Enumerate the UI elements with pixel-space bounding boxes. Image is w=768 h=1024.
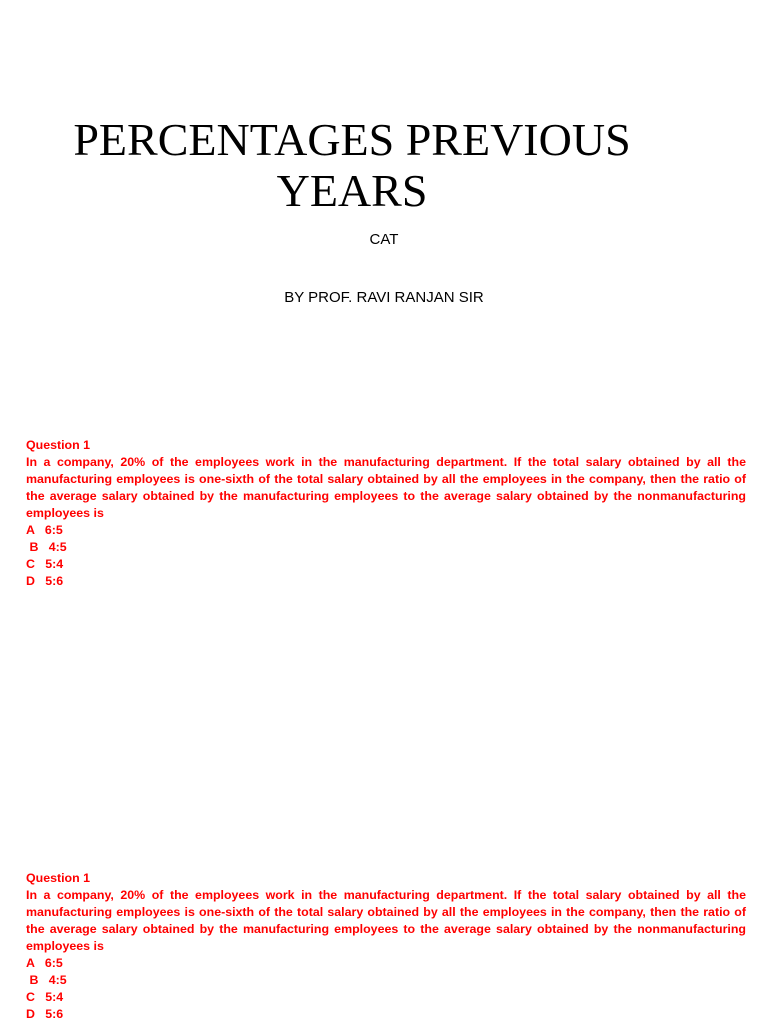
question-text: In a company, 20% of the employees work in the manufacturing department. If the total salary obtained by all the manufacturing employees is one-sixth of the total salary obtained by all the employees in the company, then the ratio of the average salary obtained by the manufacturing employees to the average salary obtained by the nonmanufacturing employees is [26,455,746,520]
exam-name: CAT [369,231,399,248]
page-title [0,114,704,216]
option-d: D 5:6 [26,574,64,588]
title-line-1: PERCENTAGES PREVIOUS [73,114,631,165]
question-block [26,437,746,590]
question-heading: Question 1 [26,438,91,452]
option-b: B 4:5 [26,540,67,554]
option-a: A 6:5 [26,523,63,537]
option-c: C 5:4 [26,557,64,571]
option-d: D 5:6 [26,1007,64,1021]
option-b: B 4:5 [26,973,67,987]
author-line: BY PROF. RAVI RANJAN SIR [284,289,484,306]
option-a: A 6:5 [26,956,63,970]
title-line-2: YEARS [276,165,428,216]
question-text: In a company, 20% of the employees work in the manufacturing department. If the total salary obtained by all the manufacturing employees is one-sixth of the total salary obtained by all the employees in the company, then the ratio of the average salary obtained by the manufacturing employees to the average salary obtained by the nonmanufacturing employees is [26,888,746,953]
question-block [26,870,746,1023]
option-c: C 5:4 [26,990,64,1004]
question-heading: Question 1 [26,871,91,885]
